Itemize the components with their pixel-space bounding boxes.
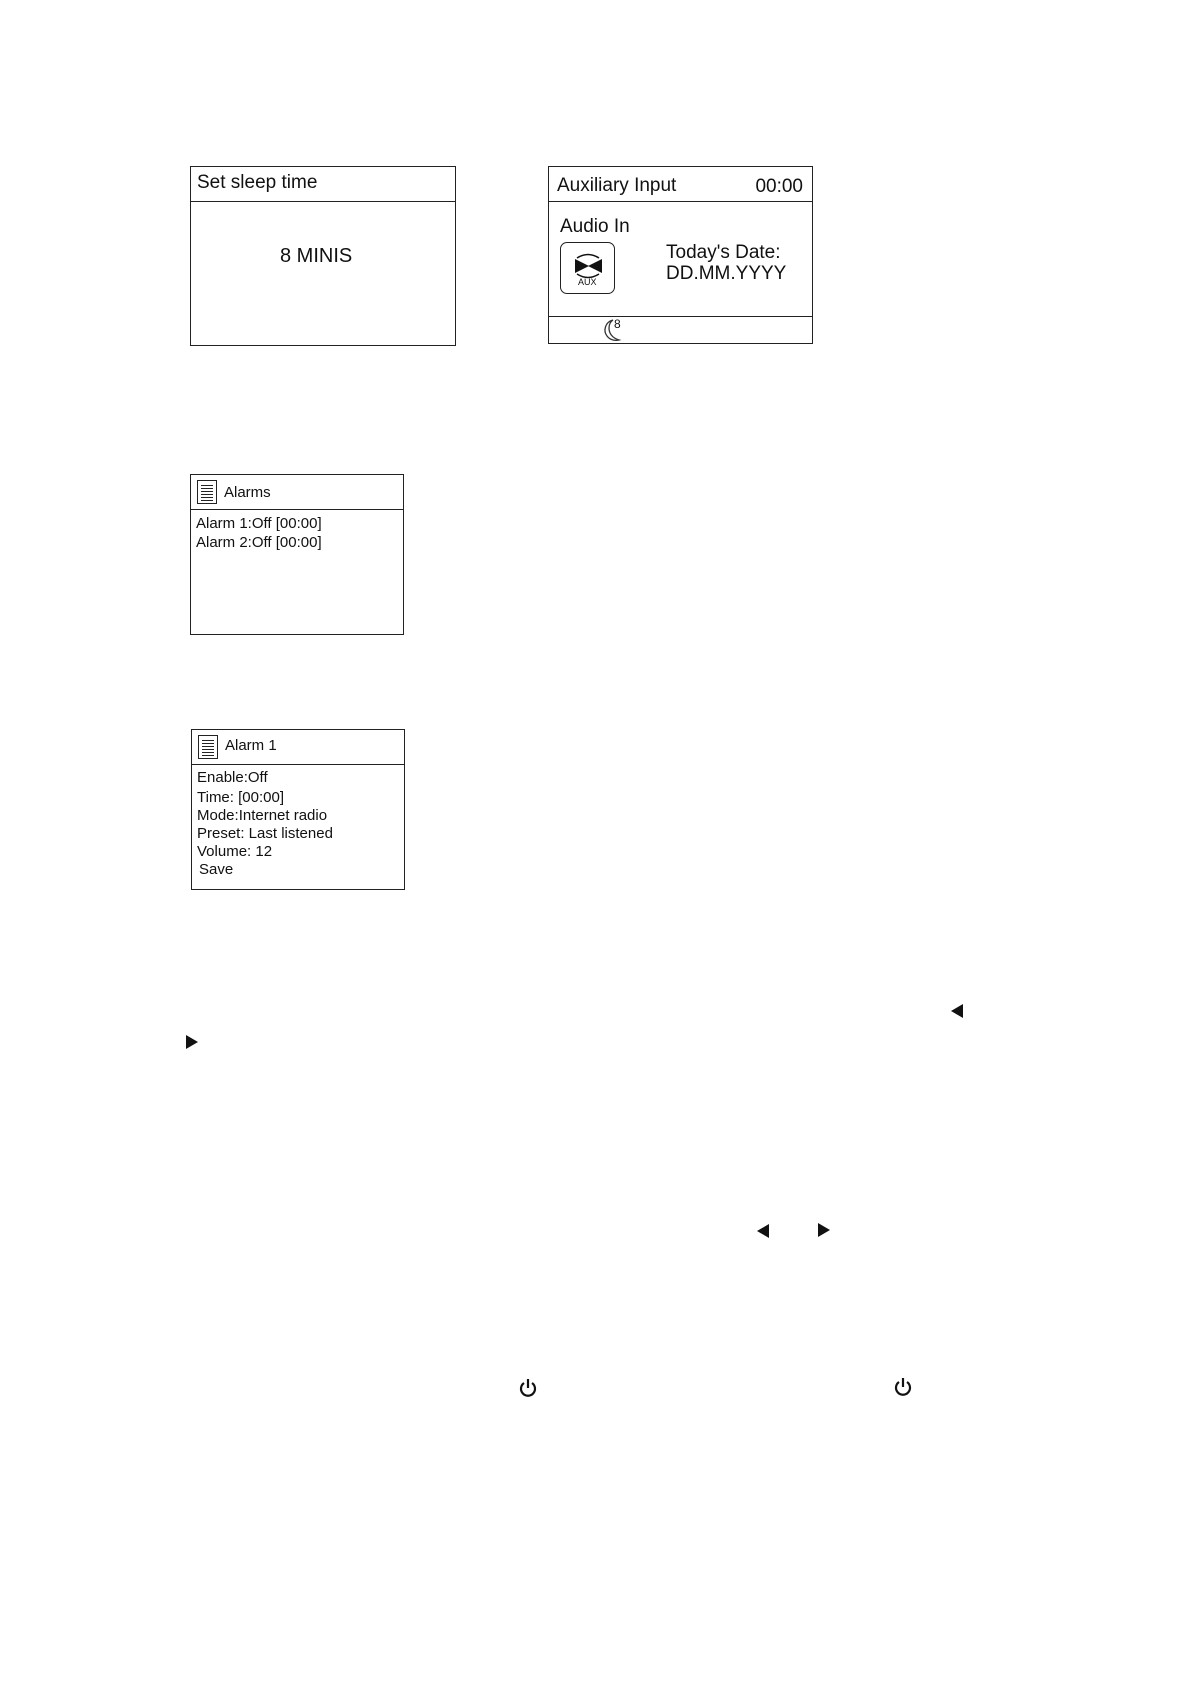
list-icon xyxy=(198,735,218,759)
power-icon xyxy=(893,1376,913,1398)
screen-header xyxy=(191,167,455,202)
sleep-time-screen xyxy=(190,166,456,346)
screen-header xyxy=(549,167,812,202)
screen-footer xyxy=(549,316,812,317)
list-icon xyxy=(197,480,217,504)
screen-title: Auxiliary Input xyxy=(557,175,677,196)
alarm-setting-item[interactable]: Enable:Off xyxy=(197,769,268,786)
power-icon xyxy=(518,1377,538,1399)
alarm-setting-item[interactable]: Mode:Internet radio xyxy=(197,807,328,824)
date-label: Today's Date: xyxy=(666,242,781,263)
aux-icon xyxy=(560,242,615,294)
alarms-screen xyxy=(190,474,404,635)
sleep-indicator: 8 xyxy=(614,317,621,331)
screen-title: Set sleep time xyxy=(197,172,318,193)
clock: 00:00 xyxy=(755,176,803,197)
sleep-time-value: 8 MINIS xyxy=(280,245,353,267)
aux-icon-label: AUX xyxy=(578,277,597,287)
date-value: DD.MM.YYYY xyxy=(666,263,787,284)
screen-header xyxy=(192,730,404,765)
screen-title: Alarms xyxy=(224,484,271,501)
alarm-item[interactable]: Alarm 2:Off [00:00] xyxy=(196,534,322,551)
alarm-setting-item[interactable]: Preset: Last listened xyxy=(197,825,333,842)
screen-header xyxy=(191,475,403,510)
aux-input-screen xyxy=(548,166,813,344)
alarm-setting-item[interactable]: Save xyxy=(199,861,234,878)
alarm-setting-item[interactable]: Volume: 12 xyxy=(197,843,273,860)
right-arrow-icon xyxy=(818,1223,830,1237)
screen-title: Alarm 1 xyxy=(225,737,277,754)
source-label: Audio In xyxy=(560,216,630,237)
alarm-setting-item[interactable]: Time: [00:00] xyxy=(197,789,284,806)
left-arrow-icon xyxy=(757,1224,769,1238)
alarm-item[interactable]: Alarm 1:Off [00:00] xyxy=(196,515,322,532)
alarm1-screen xyxy=(191,729,405,890)
left-arrow-icon xyxy=(951,1004,963,1018)
right-arrow-icon xyxy=(186,1035,198,1049)
